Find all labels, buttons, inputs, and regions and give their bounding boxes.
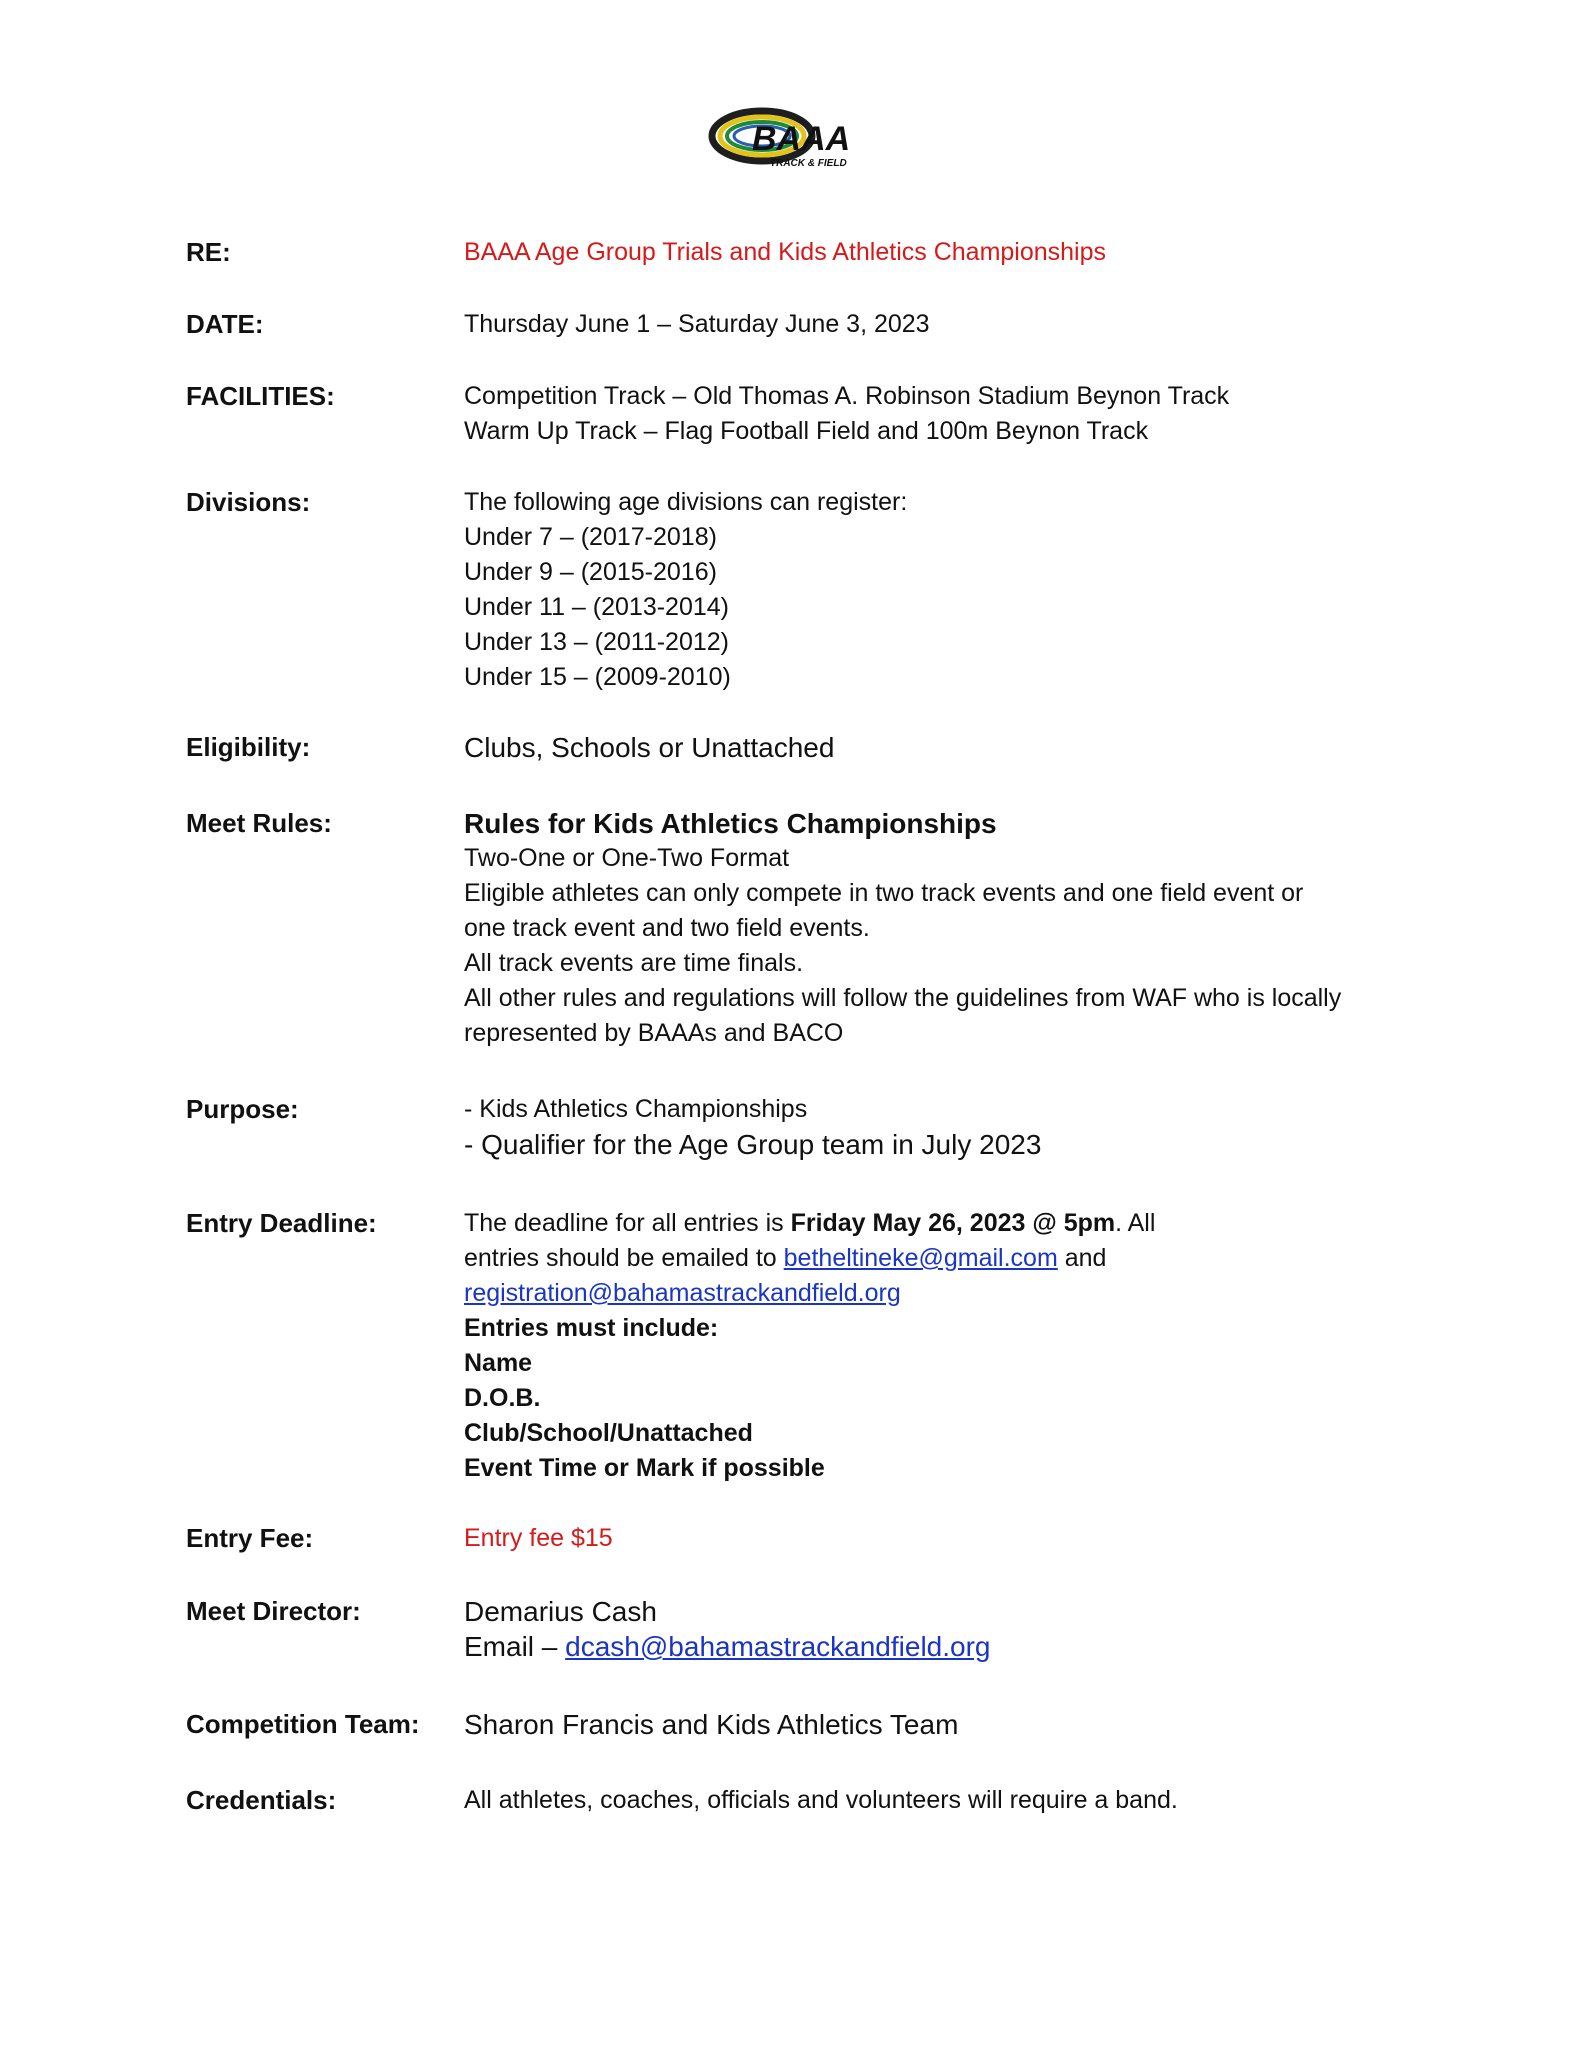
requirement-item: Event Time or Mark if possible	[464, 1454, 825, 1482]
divisions-intro: The following age divisions can register:	[464, 488, 908, 516]
facilities-line: Warm Up Track – Flag Football Field and 100m Beynon Track	[464, 417, 1149, 445]
purpose-label: Purpose:	[186, 1094, 299, 1124]
division-item: Under 9 – (2015-2016)	[464, 558, 717, 586]
baaa-logo-icon	[700, 100, 880, 184]
competition-team-label: Competition Team:	[186, 1709, 420, 1739]
meet-rules-line: one track event and two field events.	[464, 914, 870, 942]
date-value: Thursday June 1 – Saturday June 3, 2023	[464, 310, 930, 338]
entry-fee-value: Entry fee $15	[464, 1524, 613, 1552]
facilities-label: FACILITIES:	[186, 381, 335, 411]
deadline-date: Friday May 26, 2023 @ 5pm	[790, 1209, 1116, 1237]
division-item: Under 15 – (2009-2010)	[464, 663, 731, 691]
requirement-item: D.O.B.	[464, 1384, 541, 1412]
meet-director-email-line	[464, 1629, 1464, 1664]
deadline-line-2	[464, 1241, 1464, 1276]
re-label: RE:	[186, 237, 231, 267]
entry-deadline-label: Entry Deadline:	[186, 1208, 377, 1238]
division-item: Under 11 – (2013-2014)	[464, 593, 729, 621]
email-link-betheltineke[interactable]: betheltineke@gmail.com	[783, 1244, 1058, 1272]
entry-fee-label: Entry Fee:	[186, 1523, 314, 1553]
eligibility-value: Clubs, Schools or Unattached	[464, 732, 835, 763]
division-item: Under 13 – (2011-2012)	[464, 628, 729, 656]
competition-team-value: Sharon Francis and Kids Athletics Team	[464, 1709, 959, 1740]
deadline-text: entries should be emailed to	[464, 1244, 784, 1272]
deadline-text: and	[1057, 1244, 1107, 1272]
purpose-item: - Qualifier for the Age Group team in July 2023	[464, 1129, 1042, 1160]
purpose-item: - Kids Athletics Championships	[464, 1095, 808, 1123]
credentials-label: Credentials:	[186, 1785, 337, 1815]
division-item: Under 7 – (2017-2018)	[464, 523, 717, 551]
meet-director-label: Meet Director:	[186, 1596, 361, 1626]
eligibility-label: Eligibility:	[186, 732, 311, 762]
deadline-text: The deadline for all entries is	[464, 1209, 791, 1237]
date-label: DATE:	[186, 309, 264, 339]
meet-rules-line: All track events are time finals.	[464, 949, 804, 977]
meet-rules-label: Meet Rules:	[186, 808, 332, 838]
email-link-dcash[interactable]: dcash@bahamastrackandfield.org	[565, 1631, 991, 1662]
email-link-registration[interactable]: registration@bahamastrackandfield.org	[464, 1279, 901, 1307]
meet-rules-line: Eligible athletes can only compete in two track events and one field event or	[464, 879, 1304, 907]
logo-subtext: TRACK & FIELD	[770, 158, 847, 169]
logo-text: BAAA	[752, 120, 851, 158]
requirement-item: Club/School/Unattached	[464, 1419, 753, 1447]
meet-rules-line: represented by BAAAs and BACO	[464, 1019, 844, 1047]
facilities-line: Competition Track – Old Thomas A. Robinson Stadium Beynon Track	[464, 382, 1230, 410]
requirement-item: Name	[464, 1349, 533, 1377]
baaa-logo	[700, 100, 880, 184]
deadline-text: . All	[1115, 1209, 1156, 1237]
meet-rules-line: Two-One or One-Two Format	[464, 844, 790, 872]
email-prefix: Email –	[464, 1631, 566, 1662]
meet-rules-line: All other rules and regulations will follow the guidelines from WAF who is locally	[464, 984, 1342, 1012]
credentials-value: All athletes, coaches, officials and volunteers will require a band.	[464, 1786, 1178, 1814]
divisions-label: Divisions:	[186, 487, 311, 517]
meet-rules-heading: Rules for Kids Athletics Championships	[464, 808, 997, 839]
meet-director-name: Demarius Cash	[464, 1596, 657, 1627]
deadline-line-1	[464, 1206, 1464, 1241]
must-include-heading: Entries must include:	[464, 1314, 719, 1342]
re-value: BAAA Age Group Trials and Kids Athletics Championships	[464, 238, 1107, 266]
